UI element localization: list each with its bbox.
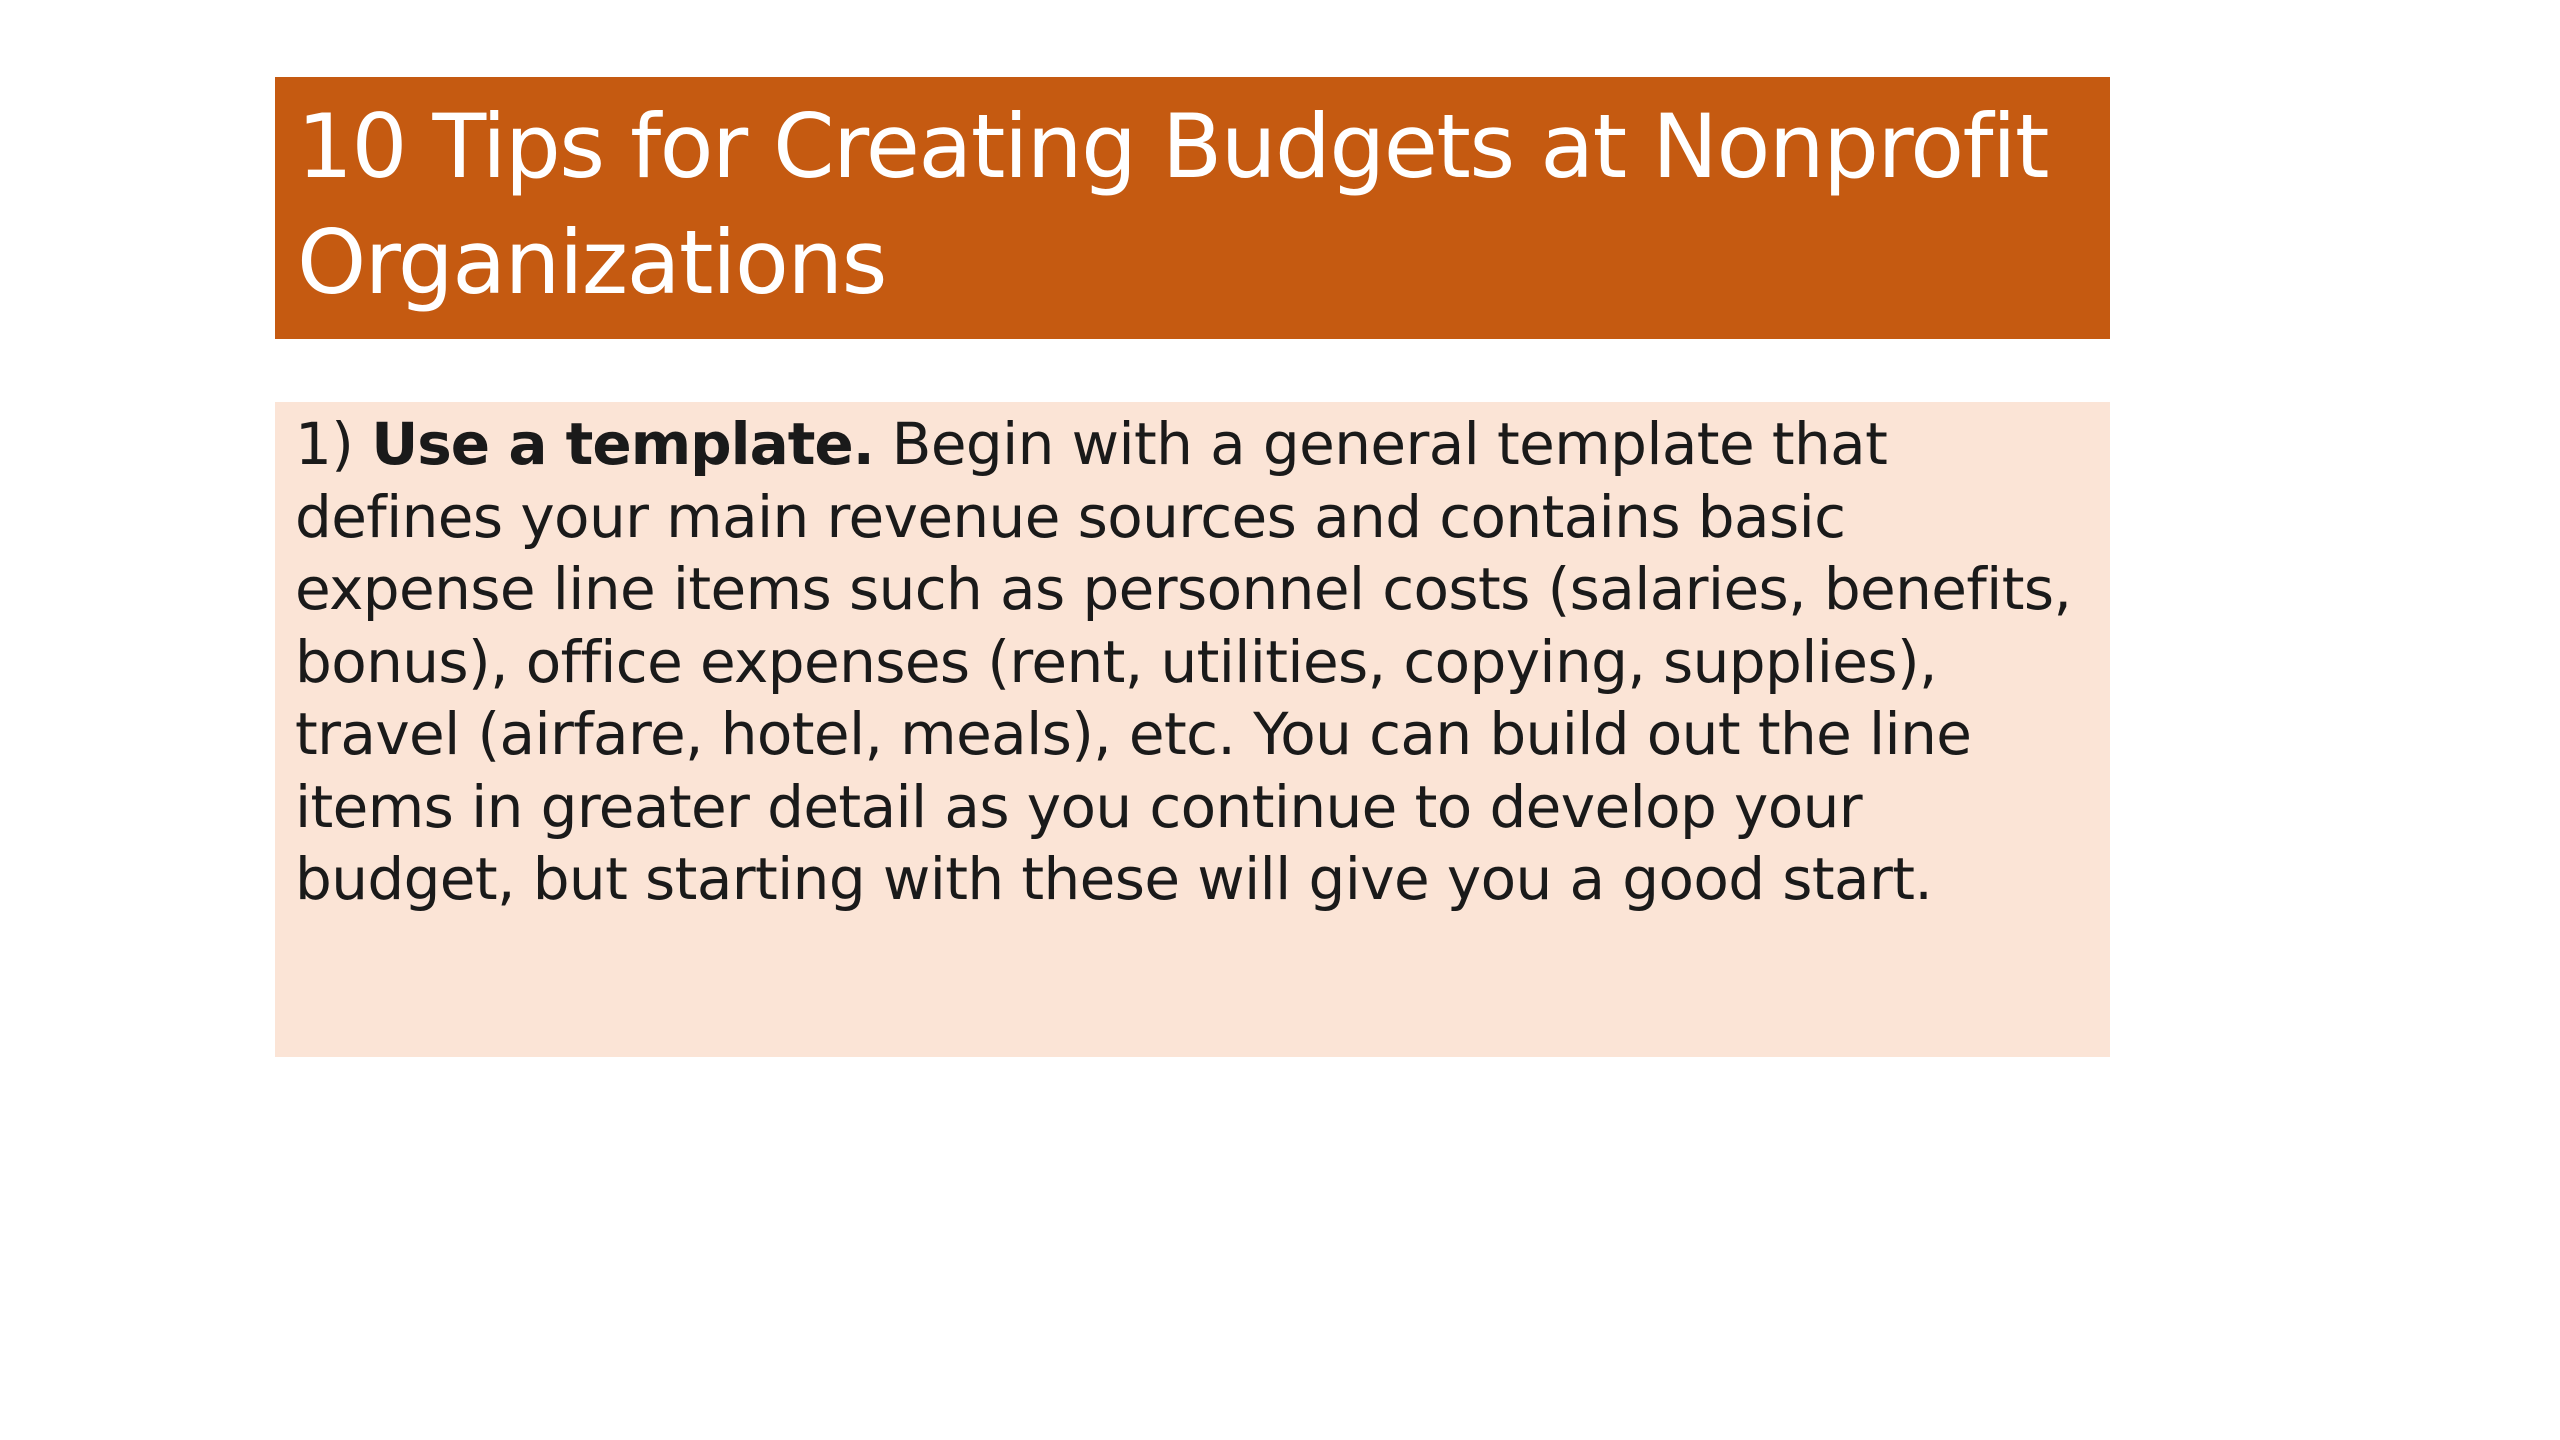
tip-number: 1) [295,410,354,478]
slide-title: 10 Tips for Creating Budgets at Nonprofit Organizations [297,95,2048,314]
tip-body-text: Begin with a general template that defines your main revenue sources and contains basic expense line items such as personnel costs (salaries, benefits, bonus), office expenses (rent, utilities, copying, supplies), travel (airfare, hotel, meals), etc. You can build out the line items in greater detail as you continue to develop your budget, but starting with these will give you a good start. [295,410,2072,913]
tip-content-box [275,402,2110,1057]
tip-paragraph [295,408,2090,916]
title-banner [275,77,2110,339]
tip-heading: Use a template. [371,410,874,478]
